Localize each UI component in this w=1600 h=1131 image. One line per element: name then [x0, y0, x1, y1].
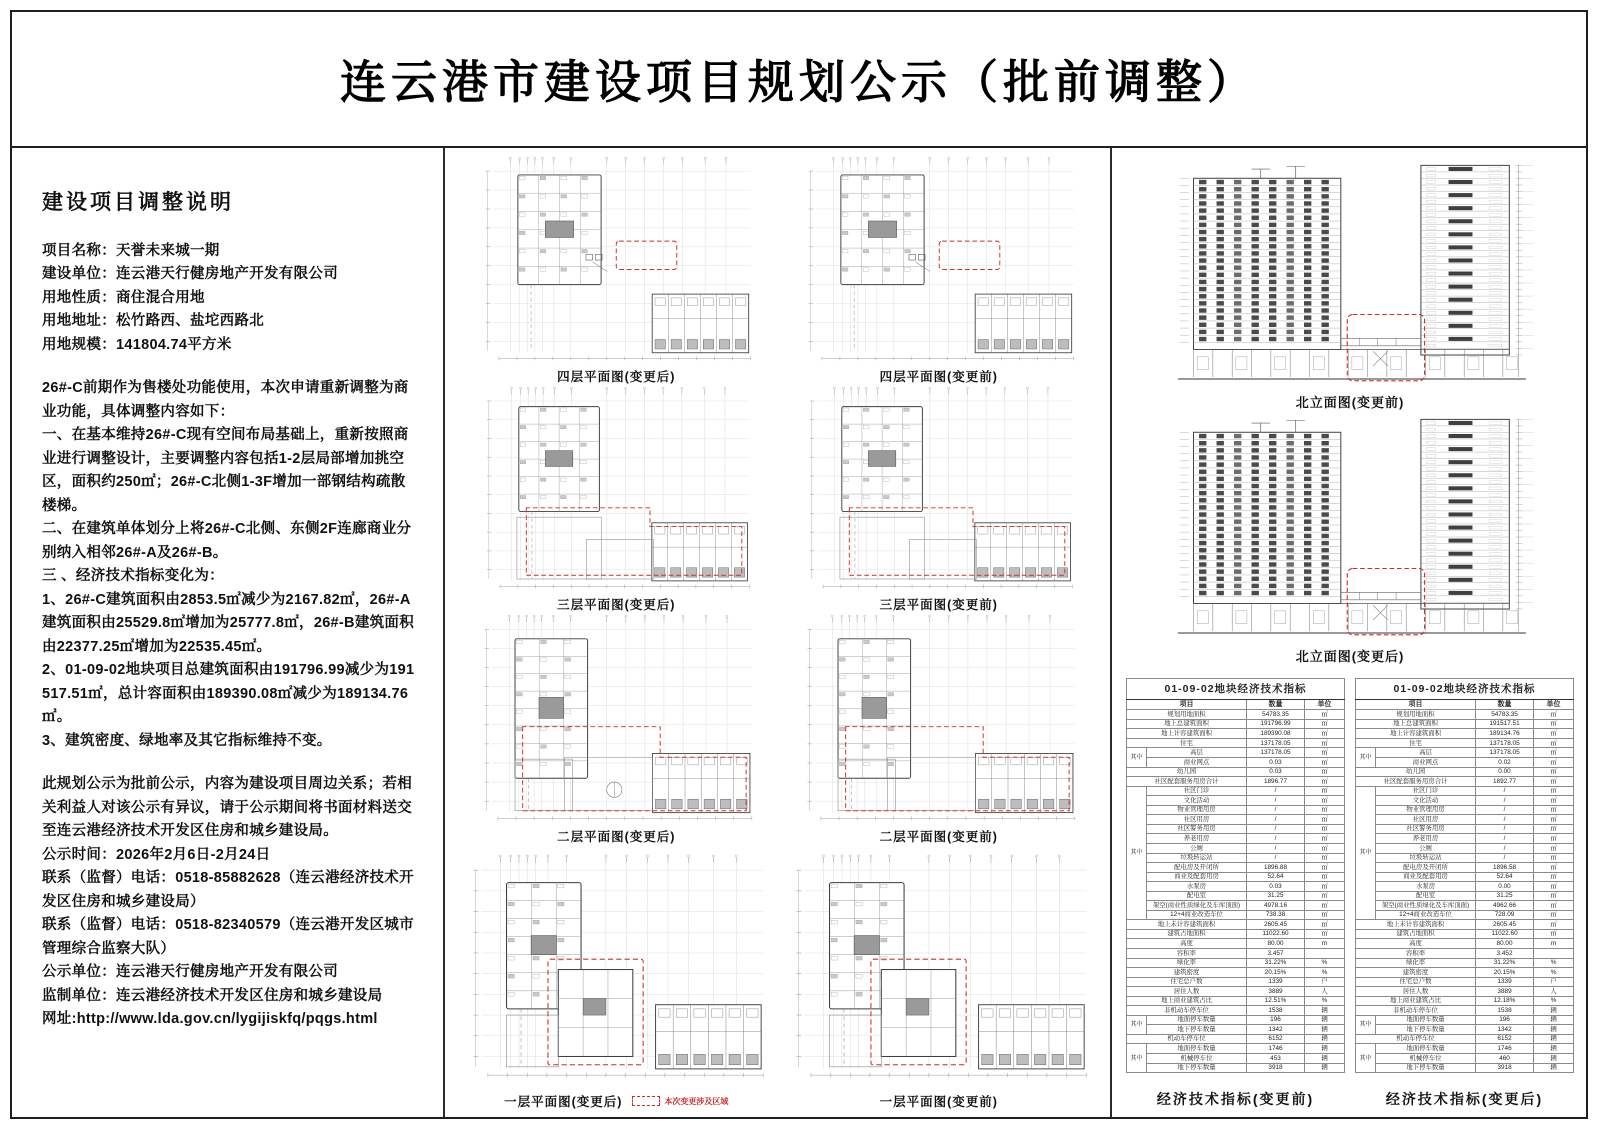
text-line: 2、01-09-02地块项目总建筑面积由191796.99减少为191517.51㎡，总计容面积由189390.08㎡减少为189134.76㎡。 [42, 662, 415, 726]
econ-table-row: 居住人数 3889 人 [1356, 987, 1574, 997]
text-line: 网址:http://www.lda.gov.cn/lygijiskfq/pqgs.html [42, 1011, 378, 1028]
adjustment-paragraphs [42, 377, 417, 753]
econ-table-row: 文化活动 / ㎡ [1127, 796, 1345, 806]
econ-table-row: 绿化率 31.22% % [1356, 958, 1574, 968]
floor-plan-caption [461, 1091, 772, 1111]
econ-table-row: 建筑占地面积 11022.60 ㎡ [1127, 929, 1345, 939]
econ-table-row: 机动车停车位 6152 辆 [1127, 1034, 1345, 1044]
content-columns [12, 148, 1586, 1117]
floor-plan-cell [461, 846, 772, 1111]
plans-grid [445, 148, 1112, 1117]
econ-table-row: 高度 80.00 m [1356, 939, 1574, 949]
econ-table-row: 架空(商业性质绿化及车库顶面) 4962.66 ㎡ [1356, 901, 1574, 911]
econ-table-row: 社区警务用房 / ㎡ [1356, 824, 1574, 834]
floor-plan-caption-text: 四层平面图(变更后) [557, 370, 676, 384]
change-area-legend-swatch [632, 1096, 660, 1106]
econ-table-header: 项目 数量 单位 [1356, 700, 1574, 710]
floor-plan-drawing [784, 846, 1095, 1091]
econ-table-row: 规划用地面积 54783.35 ㎡ [1356, 710, 1574, 720]
elevations-container [1126, 158, 1574, 666]
floor-plan-cell [784, 156, 1095, 386]
econ-table-row: 商业网点 0.02 ㎡ [1356, 758, 1574, 768]
econ-table-row: 公厕 / ㎡ [1356, 843, 1574, 853]
text-line: 联系（监督）电话：0518-85882628（连云港经济技术开发区住房和城乡建设局） [42, 870, 414, 910]
econ-table-row: 其中 高层 137178.05 ㎡ [1127, 748, 1345, 758]
text-line: 公示单位：连云港天行健房地产开发有限公司 [42, 964, 338, 981]
econ-table-row: 其中 地面停车数量 196 辆 [1127, 1015, 1345, 1025]
econ-table-row: 住宅总户数 1339 户 [1356, 977, 1574, 987]
floor-plan-caption [784, 1091, 1095, 1111]
econ-table-row: 地上未计容建筑面积 2605.45 ㎡ [1127, 920, 1345, 930]
econ-table-row: 配电室 31.25 ㎡ [1127, 891, 1345, 901]
floor-plan-cell [784, 846, 1095, 1111]
econ-table-row: 地上计容建筑面积 189134.76 ㎡ [1356, 729, 1574, 739]
econ-table-row: 社区配套服务用房合计 1892.77 ㎡ [1356, 777, 1574, 787]
notice-board [10, 10, 1588, 1119]
page-title: 连云港市建设项目规划公示（批前调整） [340, 57, 1258, 108]
elevation-block [1126, 158, 1574, 412]
econ-table-row: 12+4商业改造车位 738.38 ㎡ [1127, 910, 1345, 920]
spacer [42, 753, 417, 773]
text-line: 用地规模：141804.74平方米 [42, 336, 232, 353]
floor-plan-caption [784, 366, 1095, 386]
floor-plan-drawing [461, 156, 772, 366]
text-line: 联系（监督）电话：0518-82340579（连云港开发区城市管理综合监察大队） [42, 917, 414, 957]
econ-table-row: 容积率 3.457 [1127, 948, 1345, 958]
econ-table-row: 物业管理用房 / ㎡ [1127, 805, 1345, 815]
econ-table-row: 养老用房 / ㎡ [1127, 834, 1345, 844]
floor-plan-cell [461, 386, 772, 614]
econ-table-block [1126, 678, 1345, 1109]
floor-plan-cell [784, 386, 1095, 614]
text-line: 监制单位：连云港经济技术开发区住房和城乡建设局 [42, 987, 383, 1004]
econ-table-caption: 经济技术指标(变更后) [1385, 1091, 1544, 1108]
econ-table-row: 配电室 31.25 ㎡ [1356, 891, 1574, 901]
change-area-legend-label: 本次变更涉及区域 [664, 1096, 729, 1106]
econ-table-row: 商业及配套用房 52.64 ㎡ [1356, 872, 1574, 882]
text-line: 项目名称：天誉未来城一期 [42, 243, 220, 259]
econ-table-row: 地上未计容建筑面积 2605.45 ㎡ [1356, 920, 1574, 930]
econ-table-row: 文化活动 / ㎡ [1356, 796, 1574, 806]
econ-table-row: 商业及配套用房 52.64 ㎡ [1127, 872, 1345, 882]
text-line: 建设单位：连云港天行健房地产开发有限公司 [42, 266, 338, 283]
econ-table-row: 非机动车停车位 1538 辆 [1356, 1006, 1574, 1016]
floor-plan-drawing [461, 386, 772, 594]
econ-table-title: 01-09-02地块经济技术指标 [1127, 679, 1345, 700]
econ-table-row: 地上总建筑面积 191517.51 ㎡ [1356, 719, 1574, 729]
elevation-drawing [1126, 412, 1574, 644]
floor-plan-cell [461, 614, 772, 846]
econ-table-row: 物业管理用房 / ㎡ [1356, 805, 1574, 815]
econ-table-row: 绿化率 31.22% % [1127, 958, 1345, 968]
econ-table [1126, 678, 1345, 1073]
econ-table-row: 配电房及开闭所 1896.58 ㎡ [1356, 863, 1574, 873]
elevation-caption: 北立面图(变更后) [1295, 648, 1405, 664]
econ-table-row: 建筑密度 20.15% % [1356, 968, 1574, 978]
econ-table-row: 其中 高层 137178.05 ㎡ [1356, 748, 1574, 758]
floor-plan-caption-text: 一层平面图(变更后) [504, 1095, 623, 1109]
econ-table-row: 其中 社区门诊 / ㎡ [1356, 786, 1574, 796]
econ-table-caption: 经济技术指标(变更前) [1156, 1091, 1315, 1108]
econ-table-row: 地下停车数量 3918 辆 [1356, 1063, 1574, 1073]
econ-table-row: 地下停车数量 1342 辆 [1356, 1025, 1574, 1035]
econ-table-block [1355, 678, 1574, 1109]
econ-table [1355, 678, 1574, 1073]
text-line: 一、在基本维持26#-C现有空间布局基础上，重新按照商业进行调整设计，主要调整内容包括1-2层局部增加挑空区，面积约250㎡；26#-C北侧1-3F增加一部钢结构疏散楼梯。 [42, 427, 409, 514]
econ-table-row: 机动车停车位 6152 辆 [1356, 1034, 1574, 1044]
description-panel [12, 148, 445, 1117]
text-line: 二、在建筑单体划分上将26#-C北侧、东侧2F连廊商业分别纳入相邻26#-A及26#-B。 [42, 521, 412, 561]
econ-table-row: 居住人数 3889 人 [1127, 987, 1345, 997]
floor-plan-caption [461, 826, 772, 846]
floor-plan-caption-text: 三层平面图(变更前) [879, 598, 998, 612]
econ-table-row: 地上商业建筑占比 12.18% % [1356, 996, 1574, 1006]
text-line: 1、26#-C建筑面积由2853.5㎡减少为2167.82㎡，26#-A建筑面积由25529.8㎡增加为25777.8㎡，26#-B建筑面积由22377.25㎡增加为22535.45㎡。 [42, 591, 415, 655]
text-line: 用地地址：松竹路西、盐坨西路北 [42, 313, 264, 330]
econ-table-row: 高度 80.00 m [1127, 939, 1345, 949]
econ-table-row: 住宅 137178.05 ㎡ [1356, 738, 1574, 748]
econ-table-title: 01-09-02地块经济技术指标 [1356, 679, 1574, 700]
floor-plan-caption-text: 三层平面图(变更后) [557, 598, 676, 612]
econ-table-row: 地上商业建筑占比 12.51% % [1127, 996, 1345, 1006]
econ-table-row: 住宅总户数 1339 户 [1127, 977, 1345, 987]
econ-table-row: 配电房及开闭所 1896.88 ㎡ [1127, 863, 1345, 873]
elevation-drawing [1126, 158, 1574, 390]
econ-table-row: 养老用房 / ㎡ [1356, 834, 1574, 844]
elevation-caption: 北立面图(变更前) [1295, 394, 1405, 410]
floor-plan-cell [461, 156, 772, 386]
elevation-block [1126, 412, 1574, 666]
spacer [42, 357, 417, 377]
econ-table-row: 垃圾转运站 / ㎡ [1356, 853, 1574, 863]
floor-plan-cell [784, 614, 1095, 846]
floor-plan-drawing [784, 614, 1095, 826]
floor-plan-drawing [461, 614, 772, 826]
floor-plan-drawing [461, 846, 772, 1091]
floor-plan-caption [784, 594, 1095, 614]
econ-table-row: 社区用房 / ㎡ [1127, 815, 1345, 825]
econ-tables-row [1126, 678, 1574, 1109]
text-line: 公示时间：2026年2月6日-2月24日 [42, 846, 271, 863]
econ-table-row: 社区配套服务用房合计 1896.77 ㎡ [1127, 777, 1345, 787]
econ-table-row: 架空(商业性质绿化及车库顶面) 4978.16 ㎡ [1127, 901, 1345, 911]
econ-table-row: 商业网点 0.03 ㎡ [1127, 758, 1345, 768]
econ-table-row: 地下停车数量 1342 辆 [1127, 1025, 1345, 1035]
notice-paragraphs [42, 773, 417, 1031]
floor-plan-caption-text: 一层平面图(变更前) [879, 1095, 998, 1109]
text-line: 三 、经济技术指标变化为： [42, 568, 224, 585]
text-line: 3、建筑密度、绿地率及其它指标维持不变。 [42, 732, 332, 749]
project-info-lines [42, 240, 417, 357]
econ-table-row: 幼儿园 0.03 ㎡ [1127, 767, 1345, 777]
econ-table-row: 12+4商业改造车位 728.09 ㎡ [1356, 910, 1574, 920]
econ-table-row: 规划用地面积 54783.35 ㎡ [1127, 710, 1345, 720]
floor-plan-caption-text: 二层平面图(变更后) [557, 830, 676, 844]
econ-table-row: 社区用房 / ㎡ [1356, 815, 1574, 825]
econ-table-row: 其中 地面停车数量 1746 辆 [1127, 1044, 1345, 1054]
econ-table-row: 非机动车停车位 1538 辆 [1127, 1006, 1345, 1016]
notice-header [12, 12, 1586, 148]
econ-table-row: 水泵房 0.00 ㎡ [1356, 882, 1574, 892]
floor-plan-caption [461, 366, 772, 386]
econ-table-row: 水泵房 0.03 ㎡ [1127, 882, 1345, 892]
floor-plan-drawing [784, 156, 1095, 366]
econ-table-row: 地下停车数量 3918 辆 [1127, 1063, 1345, 1073]
right-panel [1112, 148, 1588, 1117]
econ-table-row: 容积率 3.452 [1356, 948, 1574, 958]
econ-table-row: 其中 地面停车数量 196 辆 [1356, 1015, 1574, 1025]
econ-table-row: 住宅 137178.05 ㎡ [1127, 738, 1345, 748]
econ-table-row: 建筑密度 20.15% % [1127, 968, 1345, 978]
econ-table-row: 公厕 / ㎡ [1127, 843, 1345, 853]
econ-table-row: 其中 社区门诊 / ㎡ [1127, 786, 1345, 796]
floor-plan-caption-text: 二层平面图(变更前) [879, 830, 998, 844]
econ-table-row: 地上总建筑面积 191796.99 ㎡ [1127, 719, 1345, 729]
econ-table-row: 垃圾转运站 / ㎡ [1127, 853, 1345, 863]
econ-table-row: 幼儿园 0.00 ㎡ [1356, 767, 1574, 777]
floor-plan-caption-text: 四层平面图(变更前) [879, 370, 998, 384]
econ-table-row: 其中 地面停车数量 1746 辆 [1356, 1044, 1574, 1054]
floor-plan-drawing [784, 386, 1095, 594]
floor-plan-caption [784, 826, 1095, 846]
floor-plan-caption [461, 594, 772, 614]
text-line: 用地性质：商住混合用地 [42, 289, 205, 306]
econ-table-row: 建筑占地面积 11022.60 ㎡ [1356, 929, 1574, 939]
description-heading: 建设项目调整说明 [42, 191, 234, 214]
text-line: 26#-C前期作为售楼处功能使用，本次申请重新调整为商业功能，具体调整内容如下： [42, 380, 409, 420]
econ-table-row: 地上计容建筑面积 189390.08 ㎡ [1127, 729, 1345, 739]
econ-table-row: 社区警务用房 / ㎡ [1127, 824, 1345, 834]
text-line: 此规划公示为批前公示，内容为建设项目周边关系；若相关利益人对该公示有异议，请于公示期间将书面材料送交至连云港经济技术开发区住房和城乡建设局。 [42, 776, 412, 840]
econ-table-row: 机械停车位 460 辆 [1356, 1053, 1574, 1063]
econ-table-row: 机械停车位 453 辆 [1127, 1053, 1345, 1063]
econ-table-header: 项目 数量 单位 [1127, 700, 1345, 710]
